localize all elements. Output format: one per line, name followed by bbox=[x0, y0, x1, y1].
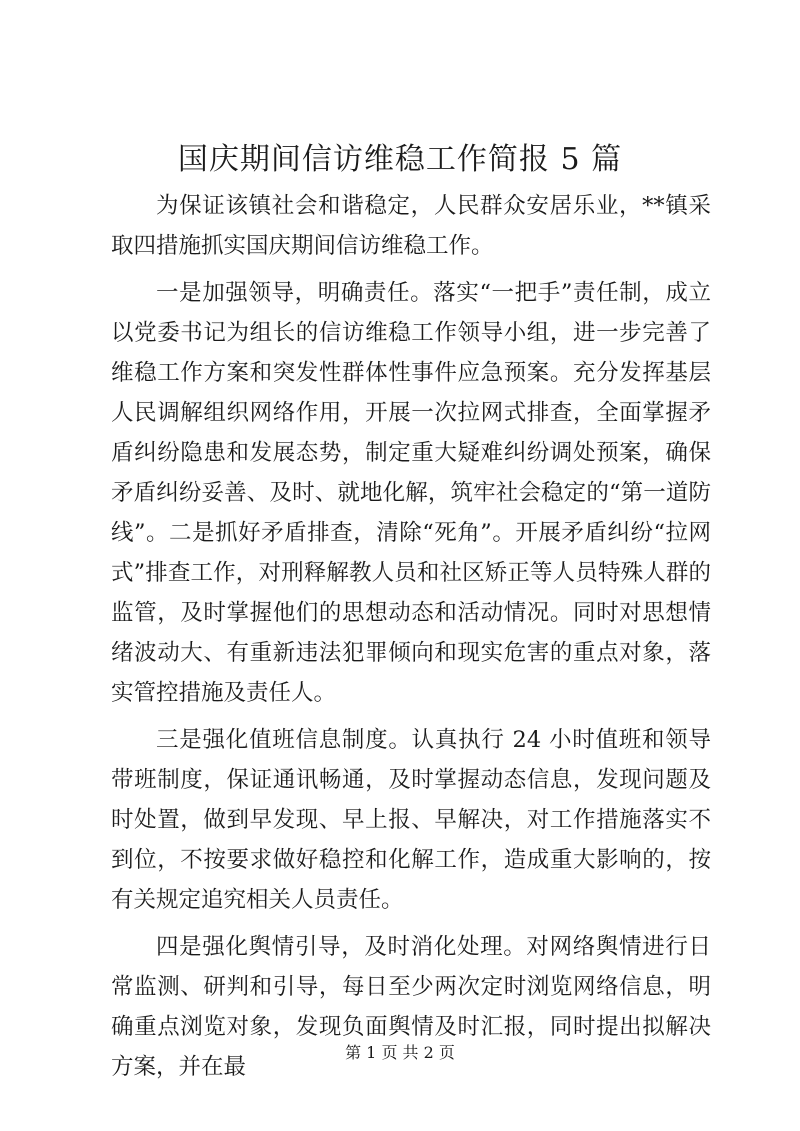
paragraph-leadership: 一是加强领导，明确责任。落实“一把手”责任制，成立以党委书记为组长的信访维稳工作领导小组，进一步完善了维稳工作方案和突发性群体性事件应急预案。充分发挥基层人民调解组织网络作用，开展一次拉网式排查，全面掌握矛盾纠纷隐患和发展态势，制定重大疑难纠纷调处预案，确保矛盾纠纷妥善、及时、就地化解，筑牢社会稳定的“第一道防线”。二是抓好矛盾排查，清除“死角”。开展矛盾纠纷“拉网式”排查工作，对刑释解教人员和社区矫正等人员特殊人群的监管，及时掌握他们的思想动态和活动情况。同时对思想情绪波动大、有重新违法犯罪倾向和现实危害的重点对象，落实管控措施及责任人。 bbox=[111, 280, 711, 706]
document-body bbox=[111, 186, 711, 1094]
page-footer: 第 1 页 共 2 页 bbox=[345, 1043, 455, 1062]
paragraph-intro: 为保证该镇社会和谐稳定，人民群众安居乐业，**镇采取四措施抓实国庆期间信访维稳工作。 bbox=[111, 193, 711, 259]
paragraph-public-opinion: 四是强化舆情引导，及时消化处理。对网络舆情进行日常监测、研判和引导，每日至少两次定时浏览网络信息，明确重点浏览对象，发现负面舆情及时汇报，同时提出拟解决方案，并在最 bbox=[111, 934, 711, 1080]
document-title: 国庆期间信访维稳工作简报 5 篇 bbox=[177, 142, 623, 177]
paragraph-duty-system: 三是强化值班信息制度。认真执行 24 小时值班和领导带班制度，保证通讯畅通，及时掌握动态信息，发现问题及时处置，做到早发现、早上报、早解决，对工作措施落实不到位，不按要求做好稳控和化解工作，造成重大影响的，按有关规定追究相关人员责任。 bbox=[111, 727, 711, 913]
